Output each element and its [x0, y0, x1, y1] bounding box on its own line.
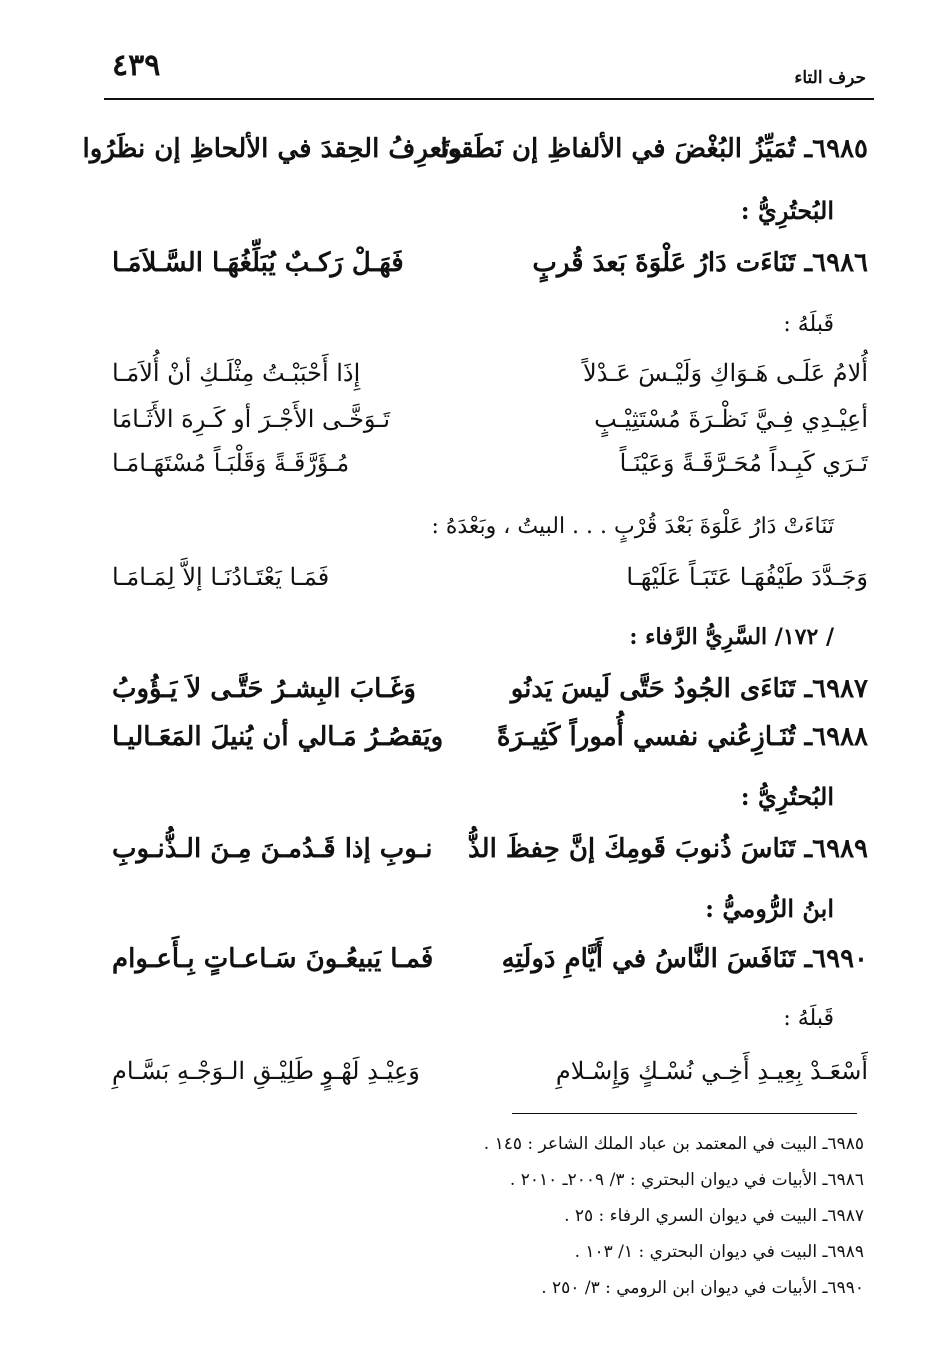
verse-6990-first: ٦٩٩٠ـ تَنَافَسَ النَّاسُ في أَيَّامِ دَولَتِهِ — [501, 944, 868, 974]
footnote: ٦٩٨٦ـ الأبيات في ديوان البحتري : ٣/ ٢٠٠٩ـ ٢٠١٠ . — [509, 1170, 864, 1190]
verse-line: تَـوَخَّـى الأَجْـرَ أو كَـرِهَ الأَثَـامَا — [112, 405, 391, 433]
verse-6987-first: ٦٩٨٧ـ تَنَاءَى الجُودُ حَتَّى لَيسَ يَدنُو — [510, 674, 868, 704]
page-number: ٤٣٩ — [112, 48, 161, 83]
verse-6989-second: نـوبِ إذا قَـدُمـنَ مِـنَ الـذُّنـوبِ — [112, 834, 433, 864]
ba3dahu-note: تَنَاءَتْ دَارُ عَلْوَةَ بَعْدَ قُرْبٍ . . . البيتُ ، وبَعْدَهُ : — [431, 514, 834, 539]
verse-line: أَسْعَـدْ بِعِيـدِ أَخِـي نُسْـكٍ وَإِسْـلامِ — [555, 1057, 868, 1085]
verse-line: أُلامُ عَلَـى هَـوَاكِ وَلَيْـسَ عَـدْلاً — [583, 359, 868, 387]
poet-label: البُحتُرِيُّ : — [740, 782, 834, 811]
verse-6989-first: ٦٩٨٩ـ تَنَاسَ ذُنوبَ قَومِكَ إنَّ حِفظَ الذُّ — [468, 834, 868, 864]
verse-6985-second: وتَعرِفُ الحِقدَ في الألحاظِ إن نظَرُوا — [82, 134, 462, 164]
poet-label: ابنُ الرُّوميُّ : — [705, 894, 834, 923]
footnote: ٦٩٨٥ـ البيت في المعتمد بن عباد الملك الشاعر : ١٤٥ . — [483, 1134, 864, 1154]
header-divider — [104, 98, 874, 100]
poet-label: / ١٧٢/ السَّرِيُّ الرَّفاء : — [629, 624, 834, 650]
verse-line: تَـرَي كَبِـداً مُحَـرَّقَـةً وَعَيْنَـاً — [619, 449, 868, 477]
verse-6986-second: فَهَـلْ رَكـبٌ يُبَلِّغُهَـا السَّـلاَمَـا — [112, 248, 404, 278]
footnote-divider — [512, 1113, 857, 1114]
verse-6985-first: ٦٩٨٥ـ تُمَيِّزُ البُغْضَ في الألفاظِ إن نَطَقوا — [440, 134, 868, 164]
verse-line: أعِيْـدِي فِـيَّ نَظْـرَةَ مُسْتَثِيْـبٍ — [594, 405, 868, 433]
verse-6987-second: وَغَـابَ البِشـرُ حَتَّـى لاَ يَـؤُوبُ — [112, 674, 416, 704]
verse-6988-second: ويَقصُـرُ مَـالي أن يُنيلَ المَعَـاليـا — [112, 722, 444, 752]
verse-line: وَجَـدَّدَ طَيْفُهَـا عَتَبَـاً عَلَيْهَـا — [626, 563, 868, 591]
verse-6990-second: فَمـا يَبيعُـونَ سَـاعـاتٍ بِـأَعـوام — [112, 944, 434, 974]
qablahu-label: قَبلَهُ : — [783, 312, 834, 337]
verse-line: إِذَا أَحْبَبْـتُ مِثْلَـكِ أنْ أُلاَمَـا — [112, 359, 361, 387]
verse-6988-first: ٦٩٨٨ـ تُنَـازِعُني نفسي أُموراً كَثِيـرَةً — [496, 722, 868, 752]
verse-6986-first: ٦٩٨٦ـ تَنَاءَت دَارُ عَلْوَةَ بَعدَ قُربٍ — [532, 248, 868, 278]
chapter-title: حرف التاء — [794, 68, 866, 88]
verse-line: وَعِيْـدِ لَهْـوٍ طَلِيْـقِ الـوَجْـهِ بَسَّـامِ — [112, 1057, 420, 1085]
qablahu-label: قَبلَهُ : — [783, 1006, 834, 1031]
verse-line: فَمَـا يَعْتَـادُنَـا إلاَّ لِمَـامَـا — [112, 563, 330, 591]
footnote: ٦٩٨٩ـ البيت في ديوان البحتري : ١/ ١٠٣ . — [574, 1242, 864, 1262]
verse-line: مُـؤَرَّقَـةً وَقَلْبَـاً مُسْتَهَـامَـا — [112, 449, 350, 477]
footnote: ٦٩٨٧ـ البيت في ديوان السري الرفاء : ٢٥ . — [564, 1206, 864, 1226]
footnote: ٦٩٩٠ـ الأبيات في ديوان ابن الرومي : ٣/ ٢٥٠ . — [541, 1278, 864, 1298]
poet-label: البُحتُرِيُّ : — [740, 196, 834, 225]
